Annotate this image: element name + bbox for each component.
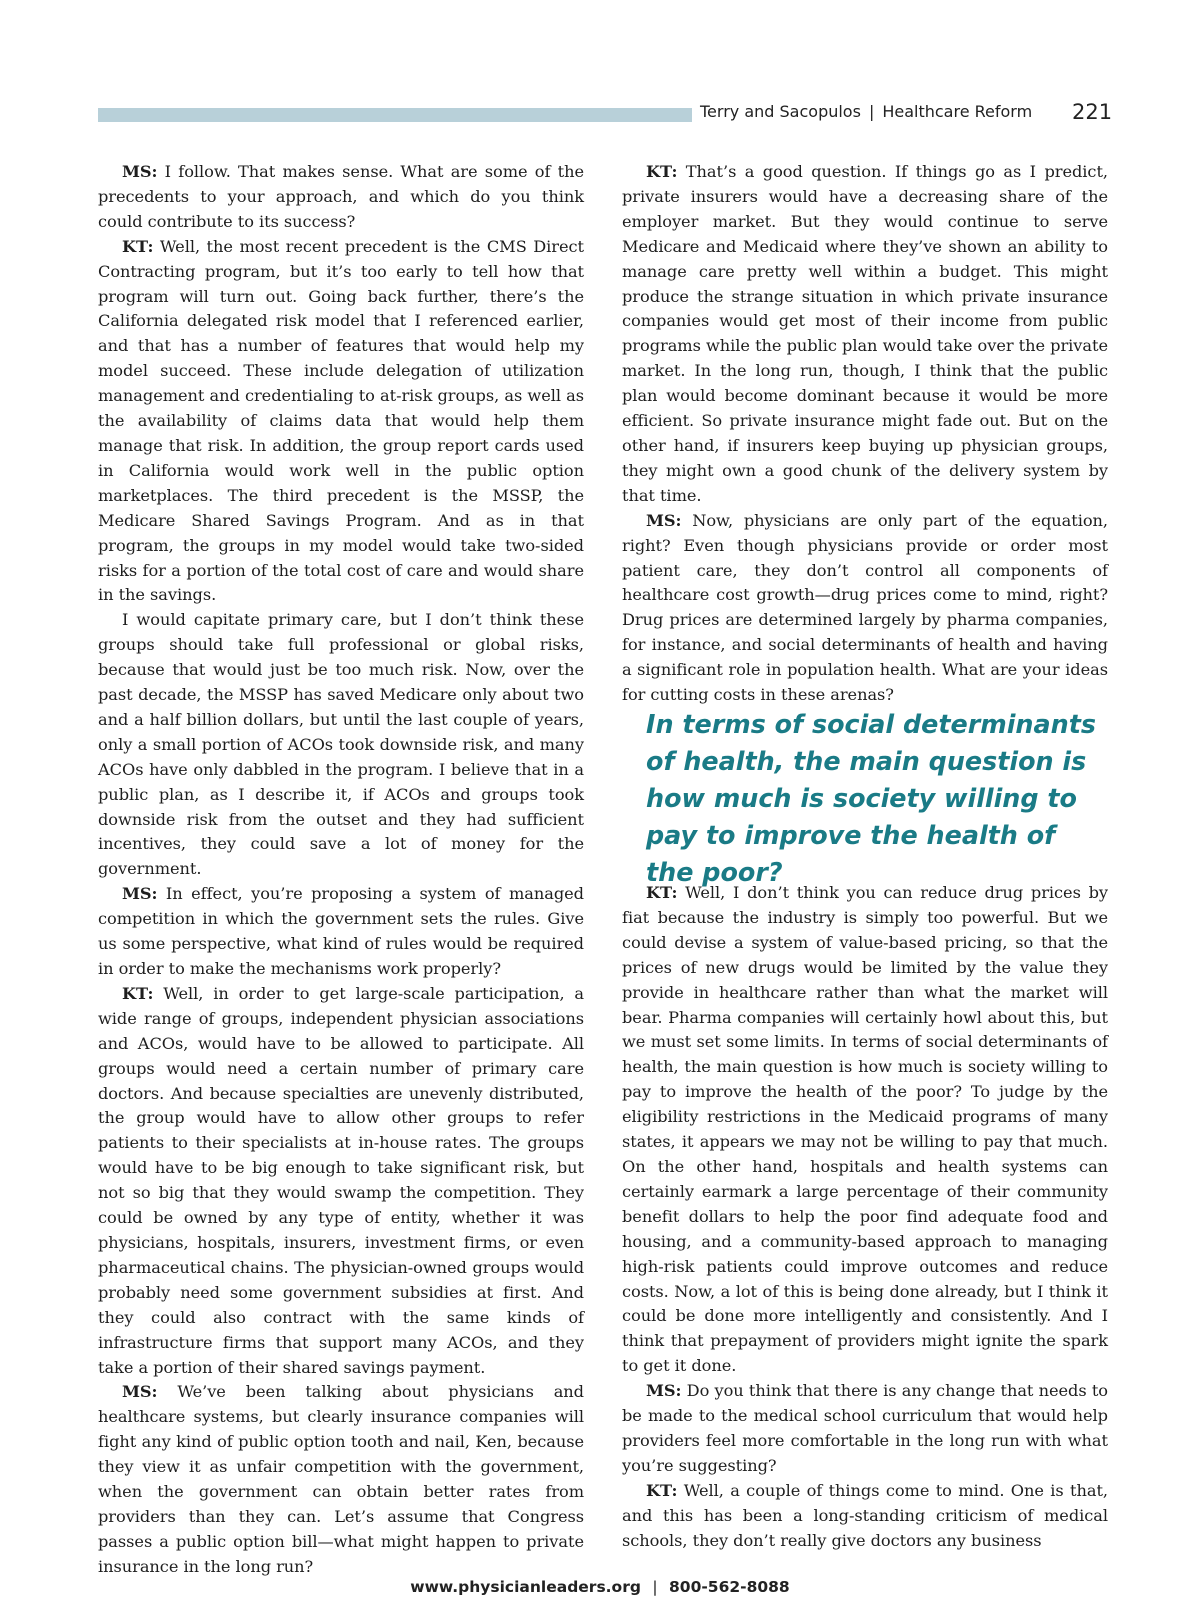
paragraph-text: In effect, you’re proposing a system of managed competition in which the government sets the rules. Give us some perspective, what kind of rules would be required in order to make the mechanisms work properly? [98,884,584,978]
paragraph-text: We’ve been talking about physicians and healthcare systems, but clearly insurance companies will fight any kind of public option tooth and nail, Ken, because they view it as unfair competition with the government, when the government can obtain better rates from providers than they can. Let’s assume that Congress passes a public option bill—what might happen to private insurance in the long run? [98,1382,584,1576]
paragraph-text: Well, the most recent precedent is the CMS Direct Contracting program, but it’s too early to tell how that program will turn out. Going back further, there’s the California delegated risk model that I referenced earlier, and that has a number of features that would help my model succeed. These include delegation of utilization management and credentialing to at-risk groups, as well as the availability of claims data that would help them manage that risk. In addition, the group report cards used in California would work well in the public option marketplaces. The third precedent is the MSSP, the Medicare Shared Savings Program. And as in that program, the groups in my model would take two-sided risks for a portion of the total cost of care and would share in the savings. [98,236,584,605]
speaker-label: MS: [122,884,158,904]
speaker-label: KT: [646,1480,678,1500]
speaker-label: KT: [122,983,154,1003]
paragraph [622,1479,1108,1554]
speaker-label: MS: [646,1381,682,1401]
paragraph [622,1379,1108,1479]
left-column [98,160,584,1580]
paragraph [98,1380,584,1579]
footer-phone: 800-562-8088 [669,1578,790,1596]
page-number: 221 [1072,100,1113,124]
running-head-separator: | [868,102,875,121]
paragraph-text: Do you think that there is any change that needs to be made to the medical school curriculum that would help providers feel more comfortable in the long run with what you’re suggesting? [622,1381,1108,1475]
paragraph-text: I follow. That makes sense. What are some of the precedents to your approach, and which do you think could contribute to its success? [98,162,584,231]
right-column-top [622,160,1108,708]
paragraph-text: Well, I don’t think you can reduce drug prices by fiat because the industry is simply too powerful. But we could devise a system of value-based pricing, so that the prices of new drugs would be limited by the value they provide in healthcare rather than what the market will bear. Pharma companies will certainly howl about this, but we must set some limits. In terms of social determinants of health, the main question is how much is society willing to pay to improve the health of the poor? To judge by the eligibility restrictions in the Medicaid programs of many states, it appears we may not be willing to pay that much. On the other hand, hospitals and health systems can certainly earmark a large percentage of their community benefit dollars to help the poor find adequate food and housing, and a community-based approach to managing high-risk patients could improve outcomes and reduce costs. Now, a lot of this is being done already, but I think it could be done more intelligently and consistently. And I think that prepayment of providers might ignite the spark to get it done. [622,883,1108,1376]
speaker-label: KT: [646,883,678,902]
running-head-section: Healthcare Reform [882,102,1033,121]
paragraph-text: I would capitate primary care, but I don’t think these groups should take full professional or global risks, because that would just be too much risk. Now, over the past decade, the MSSP has saved Medicare only about two and a half billion dollars, but until the last couple of years, only a small portion of ACOs took downside risk, and many ACOs have only dabbled in the program. I believe that in a public plan, as I describe it, if ACOs and groups took downside risk from the outset and they had sufficient incentives, they could save a lot of money for the government. [98,610,584,879]
page-footer [0,1578,1200,1596]
paragraph [622,160,1108,509]
paragraph [622,509,1108,708]
right-column-bottom [622,881,1108,1553]
paragraph [98,982,584,1381]
paragraph-text: Well, in order to get large-scale participation, a wide range of groups, independent physician associations and ACOs, would have to be allowed to participate. All groups would need a certain number of primary care doctors. And because specialties are unevenly distributed, the group would have to allow other groups to refer patients to their specialists at in-house rates. The groups would have to be big enough to take significant risk, but not so big that they would swamp the competition. They could be owned by any type of entity, whether it was physicians, hospitals, insurers, investment firms, or even pharmaceutical chains. The physician-owned groups would probably need some government subsidies at first. And they could also contract with the same kinds of infrastructure firms that support many ACOs, and they take a portion of their shared savings payment. [98,983,584,1377]
paragraph [622,881,1108,1379]
paragraph [98,235,584,609]
footer-website: www.physicianleaders.org [410,1578,641,1596]
speaker-label: KT: [646,162,678,181]
running-head [700,102,1032,130]
paragraph-text: Now, physicians are only part of the equation, right? Even though physicians provide or order most patient care, they don’t control all components of healthcare cost growth—drug prices come to mind, right? Drug prices are determined largely by pharma companies, for instance, and social determinants of health and having a significant role in population health. What are your ideas for cutting costs in these arenas? [622,510,1108,705]
footer-separator: | [652,1578,658,1596]
paragraph-text: That’s a good question. If things go as I predict, private insurers would have a decreasing share of the employer market. But they would continue to serve Medicare and Medicaid where they’ve shown an ability to manage care pretty well within a budget. This might produce the strange situation in which private insurance companies would get most of their income from public programs while the public plan would take over the private market. In the long run, though, I think that the public plan would become dominant because it would be more efficient. So private insurance might fade out. But on the other hand, if insurers keep buying up physician groups, they might own a good chunk of the delivery system by that time. [622,162,1108,505]
speaker-label: MS: [122,1382,158,1402]
speaker-label: MS: [646,510,682,530]
running-head-authors: Terry and Sacopulos [700,102,861,121]
paragraph-text: Well, a couple of things come to mind. One is that, and this has been a long-standing criticism of medical schools, they don’t really give doctors any business [622,1480,1108,1550]
speaker-label: KT: [122,236,154,256]
header-rule-bar [98,108,692,122]
pull-quote: In terms of social determinants of health, the main question is how much is society willing to pay to improve the health of the poor? [646,709,1096,887]
paragraph [98,882,584,982]
speaker-label: MS: [122,162,158,181]
paragraph [98,160,584,235]
paragraph [98,608,584,882]
